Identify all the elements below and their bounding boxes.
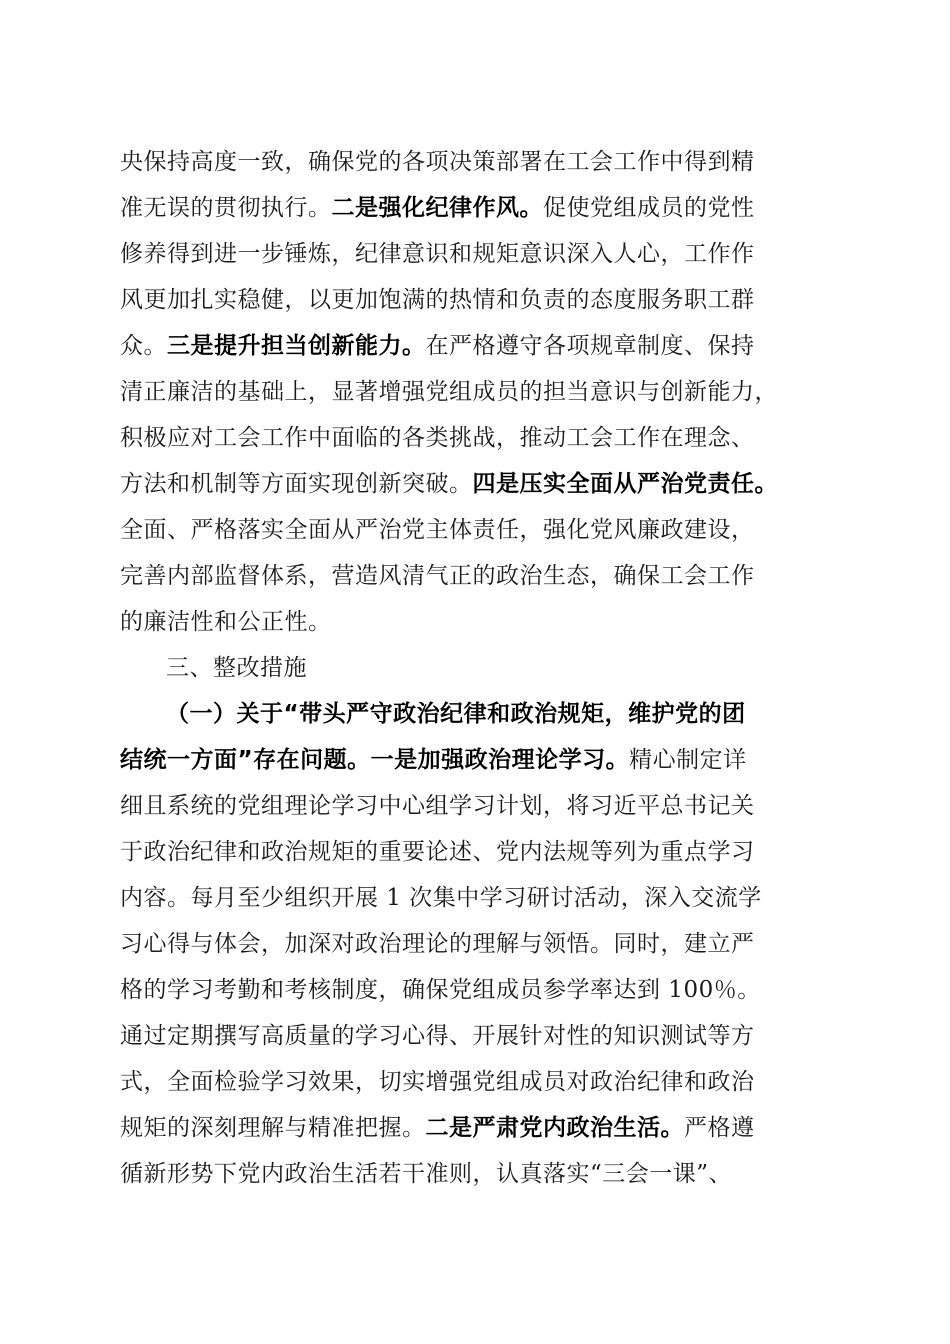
paragraph-line: 格的学习考勤和考核制度，确保党组成员参学率达到 100％。 — [120, 977, 761, 1003]
bold-point: 二是严肃党内政治生活。 — [425, 1115, 684, 1141]
bold-point: 二是强化纪律作风。 — [331, 195, 543, 221]
paragraph-line: 众。三是提升担当创新能力。在严格遵守各项规章制度、保持 — [120, 333, 755, 359]
paragraph-line: 内容。每月至少组织开展 1 次集中学习研讨活动，深入交流学 — [120, 885, 762, 911]
paragraph-line: 准无误的贯彻执行。二是强化纪律作风。促使党组成员的党性 — [120, 195, 755, 221]
paragraph-line: 完善内部监督体系，营造风清气正的政治生态，确保工会工作 — [120, 563, 755, 589]
paragraph-line: 通过定期撰写高质量的学习心得、开展针对性的知识测试等方 — [120, 1023, 755, 1049]
bold-point: 四是压实全面从严治党责任。 — [472, 471, 778, 497]
paragraph-line: 清正廉洁的基础上，显著增强党组成员的担当意识与创新能力， — [120, 379, 778, 405]
paragraph-line: 的廉洁性和公正性。 — [120, 609, 332, 635]
paragraph-line: 方法和机制等方面实现创新突破。四是压实全面从严治党责任。 — [120, 471, 778, 497]
paragraph-line: 习心得与体会，加深对政治理论的理解与领悟。同时，建立严 — [120, 931, 755, 957]
paragraph-line: 修养得到进一步锤炼，纪律意识和规矩意识深入人心，工作作 — [120, 241, 755, 267]
paragraph-line: 细且系统的党组理论学习中心组学习计划，将习近平总书记关 — [120, 793, 755, 819]
paragraph-line: 风更加扎实稳健，以更加饱满的热情和负责的态度服务职工群 — [120, 287, 755, 313]
subsection-title-line: （一）关于“带头严守政治纪律和政治规矩，维护党的团 — [166, 701, 746, 727]
paragraph-line: 规矩的深刻理解与精准把握。二是严肃党内政治生活。严格遵 — [120, 1115, 755, 1141]
paragraph-line: 结统一方面”存在问题。一是加强政治理论学习。精心制定详 — [120, 747, 747, 773]
paragraph-line: 循新形势下党内政治生活若干准则，认真落实“三会一课”、 — [120, 1161, 733, 1187]
bold-point: 结统一方面”存在问题。一是加强政治理论学习。 — [120, 747, 630, 773]
paragraph-line: 全面、严格落实全面从严治党主体责任，强化党风廉政建设， — [120, 517, 755, 543]
paragraph-line: 积极应对工会工作中面临的各类挑战，推动工会工作在理念、 — [120, 425, 755, 451]
section-heading: 三、整改措施 — [166, 655, 307, 681]
paragraph-line: 式，全面检验学习效果，切实增强党组成员对政治纪律和政治 — [120, 1069, 755, 1095]
paragraph-line: 于政治纪律和政治规矩的重要论述、党内法规等列为重点学习 — [120, 839, 755, 865]
paragraph-line: 央保持高度一致，确保党的各项决策部署在工会工作中得到精 — [120, 149, 755, 175]
bold-point: 三是提升担当创新能力。 — [167, 333, 426, 359]
